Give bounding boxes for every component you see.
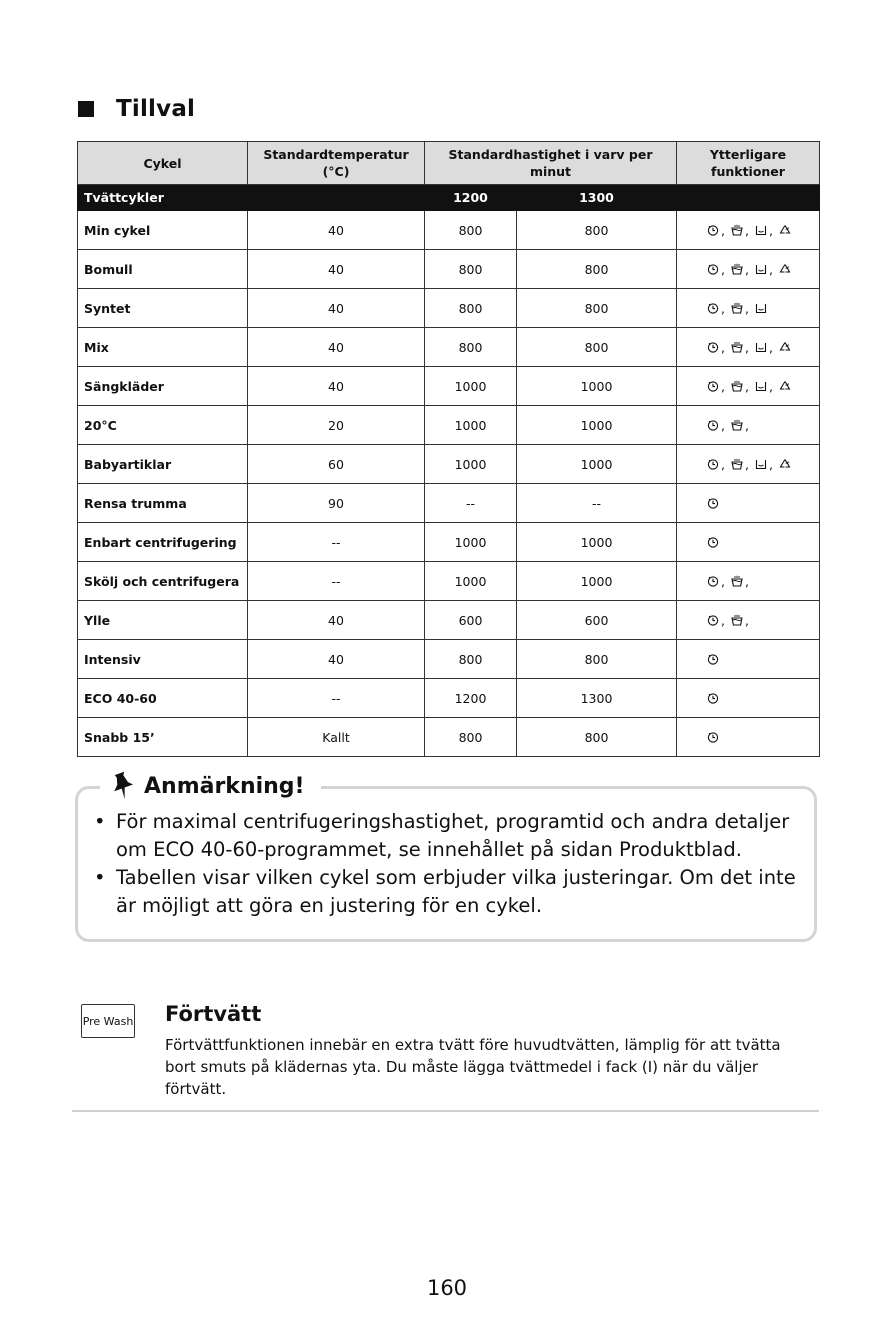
timer-icon bbox=[707, 575, 719, 587]
prewash-icon bbox=[731, 380, 743, 392]
header-speed: Standardhastighet i varv per minut bbox=[425, 142, 677, 185]
cycle-temp: 40 bbox=[248, 289, 425, 328]
cycle-speed-1200: 800 bbox=[425, 250, 517, 289]
extra-functions: , , , bbox=[677, 250, 820, 289]
subheader-row bbox=[78, 185, 820, 211]
cycle-speed-1300: 800 bbox=[517, 289, 677, 328]
cycle-speed-1200: 800 bbox=[425, 211, 517, 250]
rinse-icon bbox=[755, 263, 767, 275]
table-row bbox=[78, 601, 820, 640]
cycle-name: Ylle bbox=[78, 601, 248, 640]
timer-icon bbox=[707, 653, 719, 665]
timer-icon bbox=[707, 614, 719, 626]
cycle-speed-1200: 1000 bbox=[425, 367, 517, 406]
extra-functions: , , , bbox=[677, 328, 820, 367]
table-row bbox=[78, 718, 820, 757]
cycle-name: Mix bbox=[78, 328, 248, 367]
cycle-temp: 40 bbox=[248, 601, 425, 640]
cycle-temp: 40 bbox=[248, 250, 425, 289]
cycle-speed-1300: 1000 bbox=[517, 445, 677, 484]
table-row bbox=[78, 679, 820, 718]
note-title: Anmärkning! bbox=[144, 773, 305, 799]
cycle-speed-1300: 800 bbox=[517, 211, 677, 250]
table-row bbox=[78, 484, 820, 523]
cycle-name: Min cykel bbox=[78, 211, 248, 250]
subheader-speed-b: 1300 bbox=[517, 185, 677, 211]
extra-functions: , , bbox=[677, 562, 820, 601]
cycle-name: Bomull bbox=[78, 250, 248, 289]
cycle-speed-1300: 600 bbox=[517, 601, 677, 640]
cycle-temp: -- bbox=[248, 679, 425, 718]
cycle-temp: -- bbox=[248, 523, 425, 562]
prewash-description: Förtvättfunktionen innebär en extra tvätt före huvudtvätten, lämplig för att tvätta bort smuts på klädernas yta. Du måste lägga tvättmedel i fack (I) när du väljer förtvätt. bbox=[165, 1036, 781, 1098]
table-row bbox=[78, 523, 820, 562]
subheader-label: Tvättcykler bbox=[78, 185, 248, 211]
extra-functions: , , bbox=[677, 289, 820, 328]
cycle-speed-1300: 1000 bbox=[517, 523, 677, 562]
cycle-temp: 40 bbox=[248, 211, 425, 250]
table-row bbox=[78, 406, 820, 445]
timer-icon bbox=[707, 302, 719, 314]
section-title-text: Tillval bbox=[116, 96, 196, 122]
timer-icon bbox=[707, 536, 719, 548]
prewash-icon bbox=[731, 224, 743, 236]
rinse-icon bbox=[755, 341, 767, 353]
extra-functions: , , bbox=[677, 406, 820, 445]
timer-icon bbox=[707, 341, 719, 353]
subheader-speed-a: 1200 bbox=[425, 185, 517, 211]
cycle-name: Babyartiklar bbox=[78, 445, 248, 484]
timer-icon bbox=[707, 263, 719, 275]
cycle-speed-1200: 1000 bbox=[425, 445, 517, 484]
options-table bbox=[77, 141, 820, 757]
prewash-icon bbox=[731, 263, 743, 275]
note-header bbox=[100, 768, 321, 804]
header-cycle: Cykel bbox=[78, 142, 248, 185]
prewash-badge-icon: Pre Wash bbox=[81, 1004, 135, 1038]
cycle-name: 20°C bbox=[78, 406, 248, 445]
cycle-speed-1200: 600 bbox=[425, 601, 517, 640]
rinse-icon bbox=[755, 224, 767, 236]
cycle-speed-1200: 800 bbox=[425, 718, 517, 757]
table-row bbox=[78, 250, 820, 289]
prewash-icon bbox=[731, 341, 743, 353]
cycle-temp: 40 bbox=[248, 367, 425, 406]
cycle-temp: 60 bbox=[248, 445, 425, 484]
recycle-icon bbox=[779, 341, 791, 353]
extra-functions bbox=[677, 679, 820, 718]
extra-functions bbox=[677, 484, 820, 523]
table-row bbox=[78, 445, 820, 484]
note-list bbox=[94, 808, 814, 920]
rinse-icon bbox=[755, 458, 767, 470]
table-row bbox=[78, 640, 820, 679]
divider bbox=[72, 1110, 819, 1112]
cycle-speed-1200: 1000 bbox=[425, 406, 517, 445]
cycle-speed-1200: -- bbox=[425, 484, 517, 523]
cycle-name: Syntet bbox=[78, 289, 248, 328]
cycle-temp: 40 bbox=[248, 640, 425, 679]
cycle-temp: 90 bbox=[248, 484, 425, 523]
prewash-icon bbox=[731, 419, 743, 431]
cycle-speed-1200: 800 bbox=[425, 328, 517, 367]
timer-icon bbox=[707, 731, 719, 743]
prewash-icon bbox=[731, 575, 743, 587]
prewash-title: Förtvätt bbox=[165, 1002, 262, 1026]
cycle-speed-1300: -- bbox=[517, 484, 677, 523]
table-row bbox=[78, 211, 820, 250]
header-extra: Ytterligare funktioner bbox=[677, 142, 820, 185]
cycle-speed-1300: 800 bbox=[517, 328, 677, 367]
cycle-speed-1300: 1000 bbox=[517, 562, 677, 601]
section-title bbox=[78, 92, 195, 126]
cycle-name: Snabb 15’ bbox=[78, 718, 248, 757]
recycle-icon bbox=[779, 380, 791, 392]
cycle-speed-1200: 800 bbox=[425, 289, 517, 328]
cycle-speed-1200: 1000 bbox=[425, 523, 517, 562]
cycle-speed-1300: 1000 bbox=[517, 406, 677, 445]
extra-functions: , , , bbox=[677, 367, 820, 406]
timer-icon bbox=[707, 224, 719, 236]
cycle-name: Enbart centrifugering bbox=[78, 523, 248, 562]
prewash-icon bbox=[731, 302, 743, 314]
note-item: • Tabellen visar vilken cykel som erbjuder vilka justeringar. Om det inte är möjligt att göra en justering för en cykel. bbox=[94, 864, 814, 920]
cycle-name: Intensiv bbox=[78, 640, 248, 679]
extra-functions: , , , bbox=[677, 211, 820, 250]
table-row bbox=[78, 562, 820, 601]
cycle-speed-1300: 1000 bbox=[517, 367, 677, 406]
cycle-speed-1300: 800 bbox=[517, 718, 677, 757]
cycle-speed-1300: 800 bbox=[517, 640, 677, 679]
cycle-speed-1200: 1200 bbox=[425, 679, 517, 718]
cycle-temp: 40 bbox=[248, 328, 425, 367]
cycle-speed-1200: 800 bbox=[425, 640, 517, 679]
cycle-temp: -- bbox=[248, 562, 425, 601]
rinse-icon bbox=[755, 380, 767, 392]
recycle-icon bbox=[779, 224, 791, 236]
timer-icon bbox=[707, 497, 719, 509]
cycle-speed-1300: 800 bbox=[517, 250, 677, 289]
extra-functions: , , , bbox=[677, 445, 820, 484]
extra-functions bbox=[677, 718, 820, 757]
extra-functions bbox=[677, 640, 820, 679]
cycle-name: Sängkläder bbox=[78, 367, 248, 406]
recycle-icon bbox=[779, 458, 791, 470]
timer-icon bbox=[707, 380, 719, 392]
timer-icon bbox=[707, 458, 719, 470]
cycle-temp: Kallt bbox=[248, 718, 425, 757]
extra-functions bbox=[677, 523, 820, 562]
page-number: 160 bbox=[426, 1276, 468, 1300]
prewash-icon bbox=[731, 458, 743, 470]
header-temp: Standardtemperatur (°C) bbox=[248, 142, 425, 185]
timer-icon bbox=[707, 692, 719, 704]
prewash-icon bbox=[731, 614, 743, 626]
cycle-name: Rensa trumma bbox=[78, 484, 248, 523]
cycle-speed-1200: 1000 bbox=[425, 562, 517, 601]
pushpin-icon bbox=[110, 771, 136, 801]
recycle-icon bbox=[779, 263, 791, 275]
timer-icon bbox=[707, 419, 719, 431]
cycle-name: ECO 40-60 bbox=[78, 679, 248, 718]
bullet-square-icon bbox=[78, 101, 94, 117]
cycle-speed-1300: 1300 bbox=[517, 679, 677, 718]
table-row bbox=[78, 328, 820, 367]
table-row bbox=[78, 289, 820, 328]
table-row bbox=[78, 367, 820, 406]
cycle-name: Skölj och centrifugera bbox=[78, 562, 248, 601]
note-item: • För maximal centrifugeringshastighet, programtid och andra detaljer om ECO 40-60-programmet, se innehållet på sidan Produktblad. bbox=[94, 808, 814, 864]
extra-functions: , , bbox=[677, 601, 820, 640]
rinse-icon bbox=[755, 302, 767, 314]
cycle-temp: 20 bbox=[248, 406, 425, 445]
